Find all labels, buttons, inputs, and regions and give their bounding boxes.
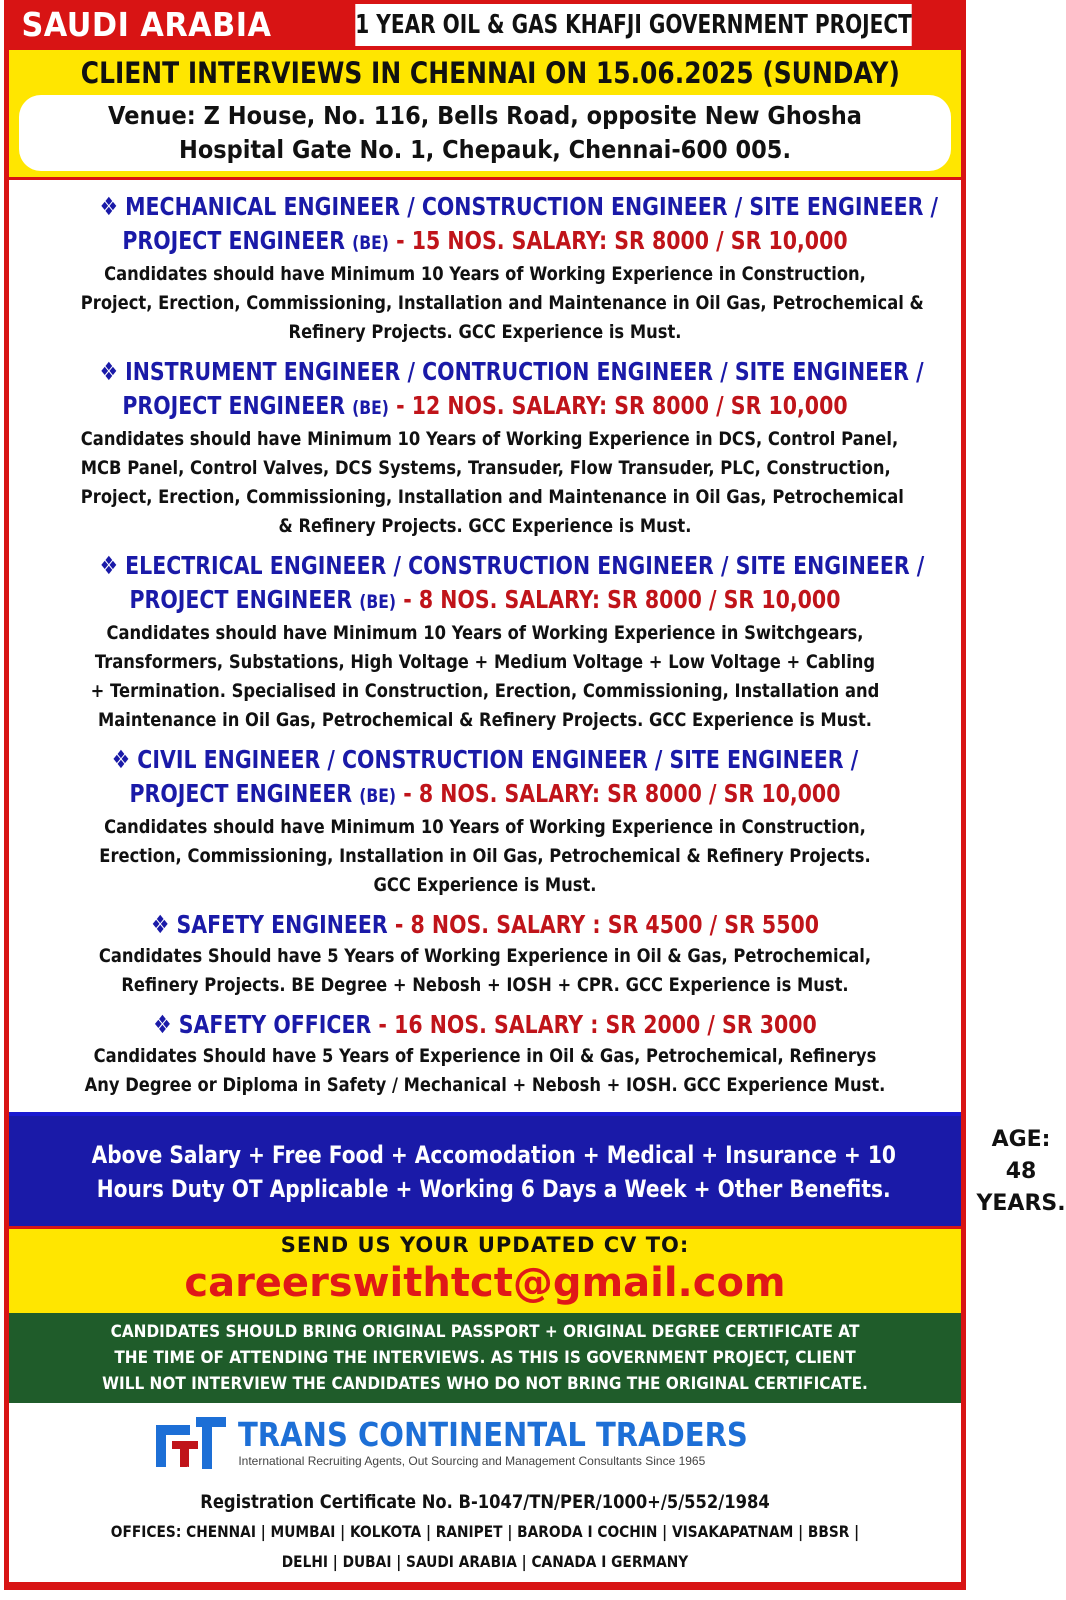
description-line: Candidates should have Minimum 10 Years of Working Experience in Construction, (104, 263, 866, 285)
job-description (15, 619, 955, 735)
job-title-line (100, 743, 871, 777)
benefits-line-1: Above Salary + Free Food + Accomodation + Medical + Insurance + 10 (91, 1141, 896, 1169)
job-electrical (15, 549, 955, 735)
job-description (15, 813, 955, 900)
job-mechanical (15, 190, 955, 347)
description-line: Refinery Projects. GCC Experience is Must. (288, 321, 682, 343)
job-title: CIVIL ENGINEER / CONSTRUCTION ENGINEER / SITE ENGINEER / (137, 745, 859, 774)
age-label: AGE: (991, 1127, 1051, 1152)
job-civil (15, 743, 955, 900)
job-list (9, 180, 961, 1116)
interview-date: CLIENT INTERVIEWS IN CHENNAI ON 15.06.2025 (SUNDAY) (80, 56, 900, 90)
bullet-icon: ❖ (111, 745, 131, 774)
bullet-icon: ❖ (99, 192, 118, 221)
job-title: ELECTRICAL ENGINEER / CONSTRUCTION ENGINEER / SITE ENGINEER / (125, 551, 925, 580)
dash: - (396, 391, 405, 420)
job-role: PROJECT ENGINEER (129, 779, 353, 808)
dash: - (403, 779, 412, 808)
description-line: + Termination. Specialised in Construction, Erection, Commissioning, Installation and (90, 680, 880, 702)
interview-band (9, 50, 961, 180)
bullet-icon: ❖ (99, 357, 118, 386)
description-line: Candidates should have Minimum 10 Years of Working Experience in Construction, (104, 816, 866, 838)
venue-box (19, 95, 951, 171)
job-qualification: (BE) (352, 397, 389, 419)
description-line: Candidates should have Minimum 10 Years of Working Experience in Switchgears, (106, 622, 864, 644)
job-title: SAFETY OFFICER (178, 1010, 372, 1039)
job-instrument (15, 355, 955, 541)
send-cv-label: SEND US YOUR UPDATED CV TO: (280, 1233, 690, 1257)
job-title-line (99, 190, 939, 224)
document-notice (9, 1313, 961, 1403)
description-line: Refinery Projects. BE Degree + Nebosh + IOSH + CPR. GCC Experience is Must. (121, 974, 849, 996)
bullet-icon: ❖ (151, 910, 170, 939)
company-logo-row (9, 1411, 961, 1473)
job-salary: 16 NOS. SALARY : SR 2000 / SR 3000 (394, 1010, 817, 1039)
project-title: 1 YEAR OIL & GAS KHAFJI GOVERNMENT PROJECT (355, 4, 912, 46)
job-title: INSTRUMENT ENGINEER / CONTRUCTION ENGINEER / SITE ENGINEER / (125, 357, 924, 386)
company-tagline: International Recruiting Agents, Out Sourcing and Management Consultants Since 1965 (238, 1454, 706, 1468)
job-title-line (99, 549, 925, 583)
description-line: Candidates Should have 5 Years of Experience in Oil & Gas, Petrochemical, Refinerys (93, 1045, 877, 1067)
offices-line-2: DELHI | DUBAI | SAUDI ARABIA | CANADA I GERMANY (281, 1552, 689, 1571)
registration (9, 1487, 961, 1517)
tct-logo-icon (152, 1411, 230, 1473)
contact-email[interactable]: careerswithtct@gmail.com (184, 1260, 786, 1306)
job-safety-engineer (15, 908, 955, 1000)
cv-band (9, 1226, 961, 1313)
job-title: MECHANICAL ENGINEER / CONSTRUCTION ENGINEER / SITE ENGINEER / (125, 192, 939, 221)
job-title-line (100, 1008, 871, 1042)
description-line: Project, Erection, Commissioning, Installation and Maintenance in Oil Gas, Petrochemical (80, 486, 904, 508)
job-role-line (100, 389, 871, 425)
description-line: MCB Panel, Control Valves, DCS Systems, Transuder, Flow Transuder, PLC, Construction, (80, 457, 891, 479)
job-title-line (100, 908, 871, 942)
top-banner (9, 0, 961, 50)
job-description (15, 1042, 955, 1100)
bullet-icon: ❖ (153, 1010, 172, 1039)
age-box (976, 1122, 1065, 1222)
description-line: Maintenance in Oil Gas, Petrochemical & Refinery Projects. GCC Experience is Must. (97, 709, 873, 731)
job-description (15, 260, 955, 347)
logo-letters: tct (187, 1465, 196, 1474)
notice-line: WILL NOT INTERVIEW THE CANDIDATES WHO DO NOT BRING THE ORIGINAL CERTIFICATE. (102, 1374, 868, 1394)
job-role: PROJECT ENGINEER (129, 585, 353, 614)
job-qualification: (BE) (352, 232, 389, 254)
job-qualification: (BE) (359, 591, 397, 613)
job-qualification: (BE) (359, 785, 397, 807)
job-salary: 15 NOS. SALARY: SR 8000 / SR 10,000 (411, 226, 848, 255)
job-role-line (100, 777, 871, 813)
description-line: Erection, Commissioning, Installation in Oil Gas, Petrochemical & Refinery Projects. (99, 845, 871, 867)
company-footer (9, 1403, 961, 1577)
company-brand (238, 1416, 817, 1468)
company-name: TRANS CONTINENTAL TRADERS (238, 1415, 749, 1454)
job-title-line (99, 355, 924, 389)
dash: - (394, 910, 404, 939)
description-line: Candidates Should have 5 Years of Working Experience in Oil & Gas, Petrochemical, (98, 945, 872, 967)
description-line: Candidates should have Minimum 10 Years of Working Experience in DCS, Control Panel, (80, 428, 899, 450)
job-salary: 8 NOS. SALARY: SR 8000 / SR 10,000 (418, 779, 841, 808)
job-description (15, 425, 955, 541)
benefits-band (9, 1116, 1066, 1226)
job-safety-officer (15, 1008, 955, 1100)
venue-line-1: Venue: Z House, No. 116, Bells Road, opposite New Ghosha (108, 101, 862, 130)
description-line: Project, Erection, Commissioning, Installation and Maintenance in Oil Gas, Petrochemical & (80, 292, 924, 314)
job-salary: 8 NOS. SALARY: SR 8000 / SR 10,000 (418, 585, 841, 614)
job-salary: 8 NOS. SALARY : SR 4500 / SR 5500 (410, 910, 819, 939)
offices (9, 1517, 961, 1577)
age-value: 48 YEARS. (976, 1159, 1066, 1216)
job-salary: 12 NOS. SALARY: SR 8000 / SR 10,000 (411, 391, 848, 420)
job-description (15, 942, 955, 1000)
job-role-line (100, 224, 871, 260)
dash: - (378, 1010, 387, 1039)
dash: - (403, 585, 412, 614)
bullet-icon: ❖ (99, 551, 118, 580)
offices-line-1: OFFICES: CHENNAI | MUMBAI | KOLKOTA | RANIPET | BARODA I COCHIN | VISAKAPATNAM | BBSR | (110, 1522, 860, 1541)
job-role-line (100, 583, 871, 619)
description-line: Any Degree or Diploma in Safety / Mechanical + Nebosh + IOSH. GCC Experience Must. (84, 1074, 886, 1096)
benefits-line-2: Hours Duty OT Applicable + Working 6 Days a Week + Other Benefits. (96, 1175, 891, 1203)
job-role: PROJECT ENGINEER (122, 226, 346, 255)
benefits-text (15, 1138, 972, 1206)
dash: - (396, 226, 405, 255)
description-line: GCC Experience is Must. (373, 874, 597, 896)
notice-line: THE TIME OF ATTENDING THE INTERVIEWS. AS THIS IS GOVERNMENT PROJECT, CLIENT (114, 1348, 856, 1368)
description-line: & Refinery Projects. GCC Experience is Must. (278, 515, 692, 537)
job-poster (4, 0, 1066, 1590)
venue-line-2: Hospital Gate No. 1, Chepauk, Chennai-600 005. (178, 135, 791, 164)
description-line: Transformers, Substations, High Voltage + Medium Voltage + Low Voltage + Cabling (94, 651, 876, 673)
job-title: SAFETY ENGINEER (176, 910, 388, 939)
job-role: PROJECT ENGINEER (122, 391, 346, 420)
country-title: SAUDI ARABIA (21, 5, 272, 44)
notice-line: CANDIDATES SHOULD BRING ORIGINAL PASSPORT + ORIGINAL DEGREE CERTIFICATE AT (110, 1322, 860, 1342)
registration-number: Registration Certificate No. B-1047/TN/PER/1000+/5/552/1984 (200, 1491, 770, 1513)
